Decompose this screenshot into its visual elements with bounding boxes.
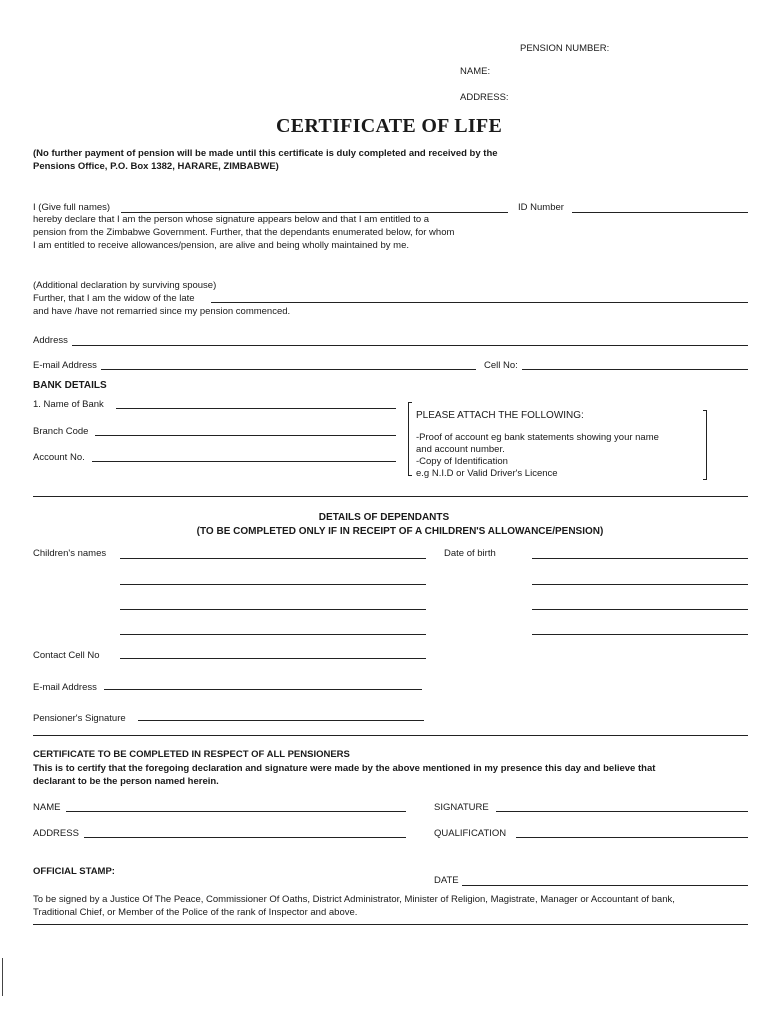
child-name-field-4[interactable]: [120, 634, 426, 635]
document-title: CERTIFICATE OF LIFE: [276, 115, 503, 137]
notice-line-2: Pensions Office, P.O. Box 1382, HARARE, ZIMBABWE): [33, 161, 279, 172]
email-label: E-mail Address: [33, 360, 97, 371]
official-stamp-label: OFFICIAL STAMP:: [33, 866, 115, 877]
certificate-line-1: This is to certify that the foregoing declaration and signature were made by the above mentioned in my presence this day and believe that: [33, 763, 656, 774]
certificate-heading: CERTIFICATE TO BE COMPLETED IN RESPECT OF ALL PENSIONERS: [33, 749, 350, 760]
branch-code-field[interactable]: [95, 435, 396, 436]
date-field[interactable]: [462, 885, 748, 886]
certifier-name-label: NAME: [33, 802, 61, 813]
address-label: Address: [33, 335, 68, 346]
account-number-field[interactable]: [92, 461, 396, 462]
scan-margin-mark: [2, 958, 3, 996]
dependants-subheading: (TO BE COMPLETED ONLY IF IN RECEIPT OF A CHILDREN'S ALLOWANCE/PENSION): [196, 526, 604, 537]
cell-label: Cell No:: [484, 360, 518, 371]
attach-item-3: e.g N.I.D or Valid Driver's Licence: [416, 468, 558, 479]
pensioner-signature-label: Pensioner's Signature: [33, 713, 126, 724]
date-label: DATE: [434, 875, 459, 886]
account-number-label: Account No.: [33, 452, 85, 463]
dob-field-4[interactable]: [532, 634, 748, 635]
certifier-address-field[interactable]: [84, 837, 406, 838]
full-names-field[interactable]: [121, 212, 508, 213]
dob-field-3[interactable]: [532, 609, 748, 610]
certifier-signature-label: SIGNATURE: [434, 802, 489, 813]
bank-name-label: 1. Name of Bank: [33, 399, 104, 410]
dependants-heading: DETAILS OF DEPENDANTS: [318, 512, 450, 523]
certifier-signature-field[interactable]: [496, 811, 748, 812]
header-address-label: ADDRESS:: [460, 92, 509, 103]
footer-line-2: Traditional Chief, or Member of the Police of the rank of Inspector and above.: [33, 907, 358, 918]
pensioner-signature-field[interactable]: [138, 720, 424, 721]
section-divider-3: [33, 924, 748, 925]
certifier-address-label: ADDRESS: [33, 828, 79, 839]
dob-field-1[interactable]: [532, 558, 748, 559]
qualification-field[interactable]: [516, 837, 748, 838]
id-number-label: ID Number: [518, 202, 564, 213]
dependant-email-label: E-mail Address: [33, 682, 97, 693]
dependant-email-field[interactable]: [104, 689, 422, 690]
attach-item-2: -Copy of Identification: [416, 456, 508, 467]
id-number-field[interactable]: [572, 212, 748, 213]
declaration-line-2: pension from the Zimbabwe Government. Further, that the dependants enumerated below, for whom: [33, 227, 455, 238]
attach-item-1b: and account number.: [416, 444, 505, 455]
attach-heading: PLEASE ATTACH THE FOLLOWING:: [416, 410, 584, 421]
attach-bracket-right: [703, 410, 707, 480]
email-field[interactable]: [101, 369, 476, 370]
contact-cell-label: Contact Cell No: [33, 650, 100, 661]
widow-label: Further, that I am the widow of the late: [33, 293, 195, 304]
attach-item-1: -Proof of account eg bank statements showing your name: [416, 432, 659, 443]
declaration-line-1: hereby declare that I am the person whose signature appears below and that I am entitled to a: [33, 214, 430, 225]
date-of-birth-label: Date of birth: [444, 548, 496, 559]
child-name-field-3[interactable]: [120, 609, 426, 610]
dob-field-2[interactable]: [532, 584, 748, 585]
bank-name-field[interactable]: [116, 408, 396, 409]
address-field[interactable]: [72, 345, 748, 346]
child-name-field-1[interactable]: [120, 558, 426, 559]
qualification-label: QUALIFICATION: [434, 828, 507, 839]
remarried-text: and have /have not remarried since my pension commenced.: [33, 306, 291, 317]
attach-bracket-left: [408, 402, 412, 476]
branch-code-label: Branch Code: [33, 426, 89, 437]
widow-name-field[interactable]: [211, 302, 748, 303]
pension-number-label: PENSION NUMBER:: [520, 43, 610, 54]
certifier-name-field[interactable]: [66, 811, 406, 812]
cell-field[interactable]: [522, 369, 748, 370]
childrens-names-label: Children's names: [33, 548, 107, 559]
spouse-heading: (Additional declaration by surviving spouse): [33, 280, 217, 291]
section-divider-2: [33, 735, 748, 736]
declaration-line-3: I am entitled to receive allowances/pension, are alive and being wholly maintained by me.: [33, 240, 409, 251]
full-names-label: I (Give full names): [33, 202, 111, 213]
child-name-field-2[interactable]: [120, 584, 426, 585]
footer-line-1: To be signed by a Justice Of The Peace, Commissioner Of Oaths, District Administrator, Minister of Religion, Magistrate, Manager or Accountant of bank,: [33, 894, 675, 905]
section-divider-1: [33, 496, 748, 497]
certificate-line-2: declarant to be the person named herein.: [33, 776, 219, 787]
notice-line-1: (No further payment of pension will be made until this certificate is duly completed and received by the: [33, 148, 498, 159]
bank-details-heading: BANK DETAILS: [33, 380, 107, 391]
contact-cell-field[interactable]: [120, 658, 426, 659]
header-name-label: NAME:: [460, 66, 491, 77]
